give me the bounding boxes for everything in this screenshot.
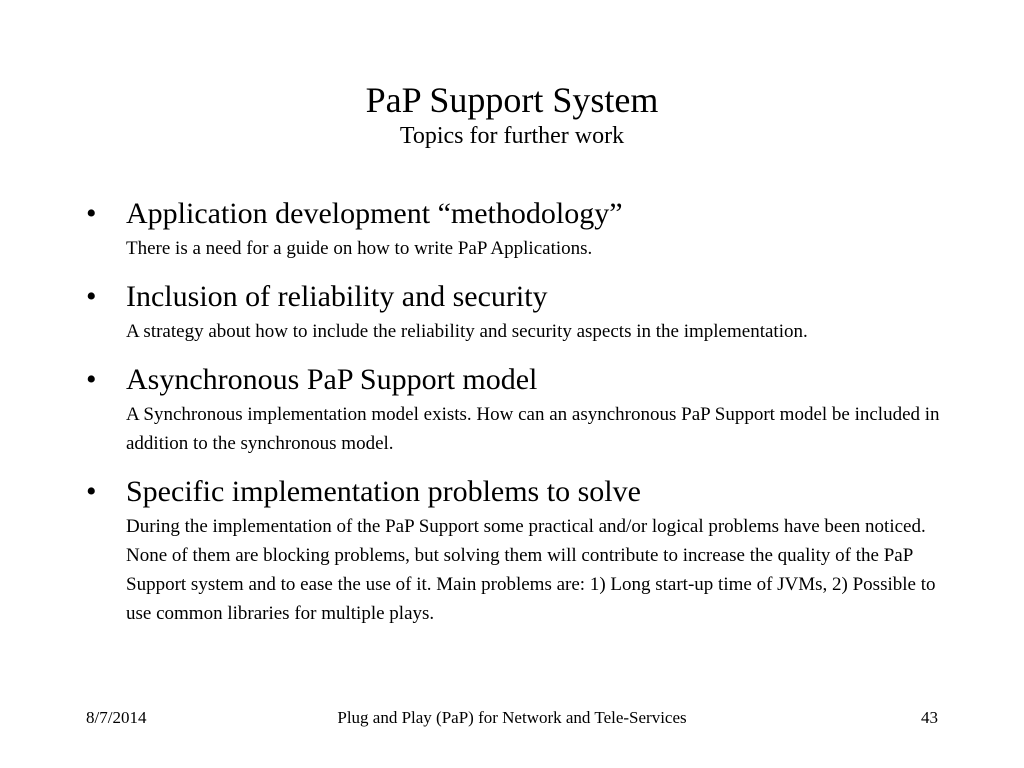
slide-title: PaP Support System — [365, 80, 659, 120]
title-block — [0, 80, 1024, 152]
bullet-description: During the implementation of the PaP Support some practical and/or logical problems have been noticed. None of them are blocking problems, but solving them will contribute to increase the quality of the PaP Support system and to ease the use of it. Main problems are: 1) Long start-up time of JVMs, 2) Possible to use common libraries for multiple plays. — [126, 516, 936, 624]
slide-subtitle: Topics for further work — [399, 123, 625, 149]
footer-date: 8/7/2014 — [86, 708, 147, 727]
bullet-item — [86, 472, 946, 628]
bullet-heading: Application development “methodology” — [126, 197, 623, 230]
bullet-icon: • — [86, 363, 97, 396]
bullet-heading: Inclusion of reliability and security — [126, 280, 548, 313]
bullet-item — [86, 360, 946, 458]
bullet-heading: Specific implementation problems to solve — [126, 475, 641, 508]
bullet-description: A strategy about how to include the reliability and security aspects in the implementation. — [126, 321, 808, 342]
bullet-icon: • — [86, 280, 97, 313]
bullet-heading: Asynchronous PaP Support model — [126, 363, 538, 396]
footer-page-number: 43 — [921, 708, 938, 727]
bullet-icon: • — [86, 475, 97, 508]
bullet-list — [86, 194, 946, 642]
bullet-icon: • — [86, 197, 97, 230]
bullet-item — [86, 277, 946, 346]
bullet-item — [86, 194, 946, 263]
bullet-description: A Synchronous implementation model exists. How can an asynchronous PaP Support model be included in addition to the synchronous model. — [126, 404, 940, 454]
footer-title: Plug and Play (PaP) for Network and Tele-Services — [337, 708, 687, 727]
bullet-description: There is a need for a guide on how to write PaP Applications. — [126, 238, 593, 259]
